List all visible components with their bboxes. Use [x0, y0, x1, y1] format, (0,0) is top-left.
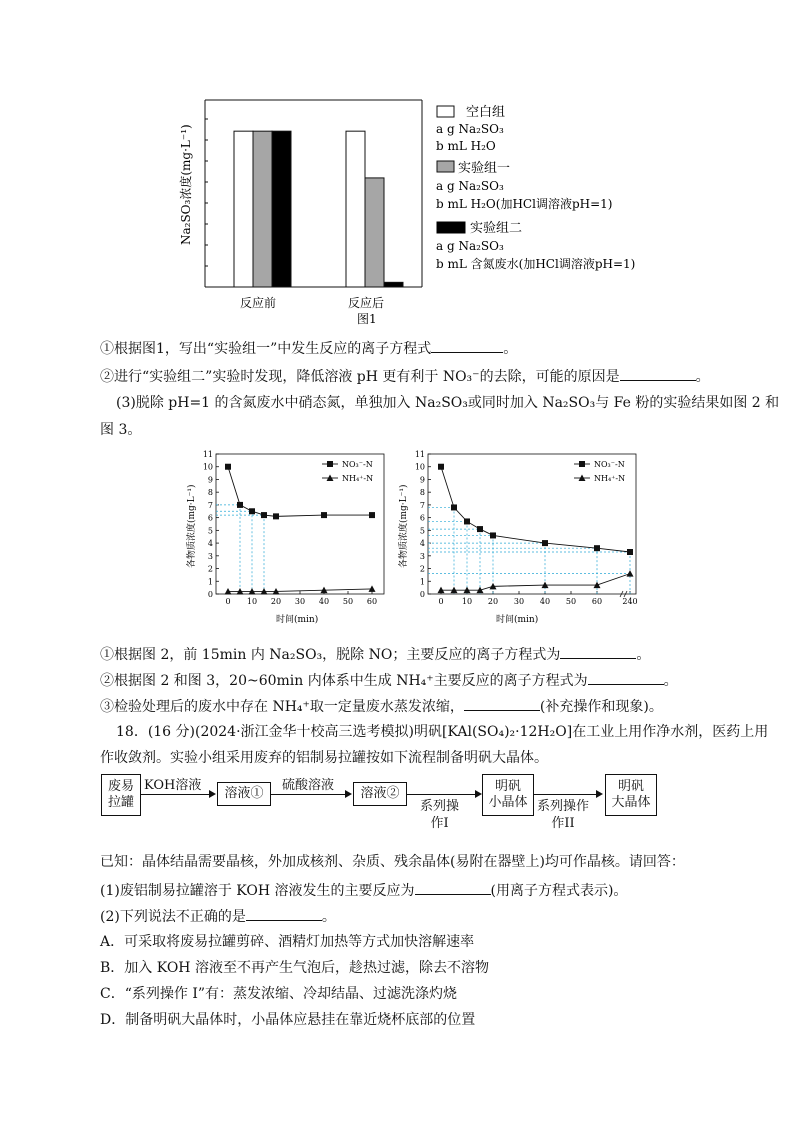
option-a-text: A．可采取将废易拉罐剪碎、酒精灯加热等方式加快溶解速率 [100, 934, 475, 950]
fig1-ylabel: Na₂SO₃浓度(mg·L⁻¹) [179, 124, 193, 245]
fig3-plot-xtick-label: 40 [539, 597, 551, 606]
fig3-plot-ytick-label: 10 [414, 462, 425, 472]
answer-blank-q5[interactable] [588, 670, 664, 685]
fig2-plot-point-no3 [237, 502, 243, 508]
fig3-plot-ytick-label: 3 [419, 551, 425, 561]
q4-period: 。 [636, 647, 651, 663]
question-q5 [100, 670, 678, 691]
flow-box-small-crystal [482, 774, 534, 816]
flow-arrow-2 [271, 794, 347, 795]
legend-group2-line2: b mL 含氮废水(加HCl调溶液pH=1) [436, 257, 636, 271]
flow-op1-l2: 作I [430, 816, 449, 831]
legend-blank-name: 空白组 [466, 105, 506, 120]
fig2-plot-point-no3 [369, 512, 375, 518]
option-c[interactable] [100, 984, 457, 1004]
fig2-plot-ytick-label: 11 [202, 450, 213, 459]
known-text: 已知：晶体结晶需要晶核，外加成核剂、杂质、残余晶体(易附在器壁上)均可作晶核。请回答： [100, 854, 685, 870]
flow-diagram [0, 770, 800, 840]
fig1-bar-1-0 [253, 131, 272, 287]
question-q2 [100, 366, 710, 387]
fig3-plot-xtick-label: 30 [513, 597, 525, 606]
option-a[interactable] [100, 932, 474, 952]
flow-box-solution2 [353, 782, 407, 806]
fig3-ylabel: 各物质浓度(mg·L⁻¹) [399, 484, 409, 568]
fig3-plot-ytick-label: 1 [419, 577, 425, 587]
fig2-plot-ytick-label: 1 [207, 577, 213, 587]
flow-arrowhead-3 [475, 790, 482, 798]
fig2-plot-xtick-label: 50 [342, 597, 354, 606]
fig3-plot-legend-marker [579, 461, 585, 467]
fig2-plot-legend-marker [327, 461, 333, 467]
fig2-plot-point-no3 [225, 464, 231, 470]
fig3-plot-ytick-label: 4 [419, 539, 425, 549]
fig3-plot-xtick-label: 0 [438, 597, 444, 606]
flow-arrowhead-2 [345, 790, 352, 798]
question-q6 [100, 696, 663, 717]
flow-box4-l2: 小晶体 [488, 795, 528, 810]
answer-blank-q4[interactable] [560, 644, 636, 659]
option-d[interactable] [100, 1010, 475, 1030]
fig2-plot-legend-label: NH₄⁺-N [342, 474, 374, 483]
q2-period: 。 [695, 369, 710, 385]
fig2-plot-ytick-label: 0 [207, 590, 213, 599]
question-q3-line1 [116, 393, 779, 413]
legend-swatch-black [437, 222, 465, 233]
q18-text-2: 作收敛剂。实验小组采用废弃的铝制易拉罐按如下流程制备明矾大晶体。 [100, 750, 548, 766]
flow-op2-label [537, 798, 589, 832]
fig2-plot-legend-label: NO₃⁻-N [342, 460, 373, 469]
question-18-line1 [116, 722, 768, 742]
p2-period: 。 [321, 909, 336, 925]
fig2-plot-point-no3 [249, 508, 255, 514]
question-q3-line2 [100, 420, 141, 440]
flow-box2-text: 溶液① [224, 786, 264, 801]
fig3-plot-point-no3 [542, 540, 548, 546]
fig1-bar-0-1 [346, 131, 365, 287]
answer-blank-q6[interactable] [464, 696, 540, 711]
legend-group2-name: 实验组二 [470, 221, 523, 236]
fig2-plot-ytick-label: 9 [207, 475, 213, 485]
fig3-plot-ytick-label: 9 [419, 475, 425, 485]
q3-text-2: 图 3。 [100, 422, 142, 438]
legend-group2-line1: a g Na₂SO₃ [436, 239, 504, 253]
option-b[interactable] [100, 958, 489, 978]
legend-swatch-grey [437, 161, 454, 172]
fig3-plot-point-no3 [594, 545, 600, 551]
known-note [100, 852, 685, 872]
fig2-plot-ytick-label: 10 [202, 462, 213, 472]
flow-arrow-1 [141, 794, 211, 795]
fig3-plot-point-no3 [627, 549, 633, 555]
fig3-plot-xtick-label: 10 [461, 597, 473, 606]
part-1 [100, 880, 627, 901]
q1-text: ①根据图1，写出“实验组一”中发生反应的离子方程式 [100, 341, 432, 357]
legend-group1-name: 实验组一 [458, 161, 511, 176]
fig3-plot-xtick-label: 20 [487, 597, 499, 606]
fig3-plot-point-no3 [451, 504, 457, 510]
fig3-plot-ytick-label: 8 [419, 488, 425, 498]
fig3-xlabel: 时间(min) [496, 615, 539, 625]
fig2-plot-ytick-label: 5 [207, 526, 213, 536]
fig1-bar-2-0 [272, 131, 291, 287]
option-d-text: D．制备明矾大晶体时，小晶体应悬挂在靠近烧杯底部的位置 [100, 1012, 476, 1028]
figure-3-line-chart [392, 448, 642, 628]
fig3-plot-xtick-label: 50 [565, 597, 577, 606]
fig2-plot-ytick-label: 4 [207, 539, 213, 549]
p1-tail: (用离子方程式表示)。 [490, 883, 628, 899]
flow-box5-l2: 大晶体 [611, 795, 651, 810]
q4-text: ①根据图 2，前 15min 内 Na₂SO₃，脱除 NO；主要反应的离子方程式为 [100, 647, 561, 663]
fig2-plot-series-line-1 [228, 589, 372, 592]
flow-box-large-crystal [605, 774, 657, 816]
figure-1-bar-chart [170, 95, 660, 327]
fig3-plot-ytick-label: 2 [419, 564, 425, 574]
fig3-plot-ytick-label: 7 [419, 500, 425, 510]
flow-arrowhead-4 [596, 790, 603, 798]
answer-blank-p1[interactable] [415, 880, 491, 895]
fig3-plot-ytick-label: 0 [419, 590, 425, 599]
flow-box4-l1: 明矾 [494, 779, 521, 794]
q6-text-2: (补充操作和现象)。 [539, 699, 663, 715]
fig2-plot-xtick-label: 40 [318, 597, 330, 606]
q6-text-1: ③检验处理后的废水中存在 NH₄⁺取一定量废水蒸发浓缩， [100, 699, 464, 715]
fig3-plot-legend-label: NO₃⁻-N [594, 460, 625, 469]
fig2-plot-ytick-label: 2 [207, 564, 213, 574]
fig2-plot-xtick-label: 10 [246, 597, 258, 606]
fig3-plot-series-line-1 [441, 574, 630, 591]
answer-blank-q2[interactable] [620, 366, 696, 381]
fig1-caption: 图1 [357, 312, 377, 326]
legend-blank-line1: a g Na₂SO₃ [436, 122, 504, 136]
fig2-plot-ytick-label: 3 [207, 551, 213, 561]
flow-arrow-2-label: 硫酸溶液 [282, 778, 335, 793]
flow-arrow-1-label: KOH溶液 [144, 778, 202, 793]
fig2-plot-point-no3 [261, 512, 267, 518]
fig2-plot-xtick-label: 0 [225, 597, 231, 606]
fig2-plot-xtick-label: 60 [366, 597, 378, 606]
fig3-plot-point-nh4 [627, 570, 634, 577]
flow-arrow-4 [534, 794, 598, 795]
question-q1 [100, 338, 517, 359]
q5-period: 。 [663, 673, 678, 689]
part-2 [100, 906, 336, 927]
legend-blank-line2: b mL H₂O [436, 139, 496, 153]
legend-group1-line1: a g Na₂SO₃ [436, 179, 504, 193]
fig3-plot-ytick-label: 5 [419, 526, 425, 536]
flow-box1-l2: 拉罐 [107, 795, 134, 810]
flow-op1-l1: 系列操 [420, 799, 460, 814]
fig2-xlabel: 时间(min) [276, 615, 319, 625]
fig3-plot-point-no3 [477, 526, 483, 532]
fig2-ylabel: 各物质浓度(mg·L⁻¹) [187, 484, 197, 568]
fig2-plot-xtick-label: 20 [270, 597, 282, 606]
q5-text: ②根据图 2 和图 3，20~60min 内体系中生成 NH₄⁺主要反应的离子方程式为 [100, 673, 588, 689]
legend-swatch-blank [437, 106, 454, 117]
flow-box-waste-can [101, 774, 141, 816]
q18-text-1: 18．(16 分)(2024·浙江金华十校高三选考模拟)明矾[KAl(SO₄)₂·12H₂O]在工业上用作净水剂，医药上用 [116, 724, 769, 740]
figure-2-line-chart [180, 448, 390, 628]
fig2-plot-ytick-label: 8 [207, 488, 213, 498]
fig3-plot-ytick-label: 11 [414, 450, 425, 459]
fig2-plot-point-no3 [273, 513, 279, 519]
flow-arrowhead-1 [209, 790, 216, 798]
fig3-plot-point-no3 [490, 532, 496, 538]
fig3-plot-xtick-label: 60 [591, 597, 603, 606]
fig2-plot-ytick-label: 6 [207, 513, 213, 523]
p2-text: (2)下列说法不正确的是 [100, 909, 246, 925]
fig2-plot-ytick-label: 7 [207, 500, 213, 510]
p1-text: (1)废铝制易拉罐溶于 KOH 溶液发生的主要反应为 [100, 883, 415, 899]
legend-group1-line2: b mL H₂O(加HCl调溶液pH=1) [436, 197, 613, 211]
fig1-bar-0-0 [234, 131, 253, 287]
q3-text-1: (3)脱除 pH=1 的含氮废水中硝态氮，单独加入 Na₂SO₃或同时加入 Na₂SO₃与 Fe 粉的实验结果如图 2 和 [116, 395, 780, 411]
answer-blank-q1[interactable] [431, 338, 503, 353]
flow-op2-l1: 系列操作 [537, 799, 590, 814]
fig3-plot-xtick-label: 240 [622, 597, 638, 606]
q1-period: 。 [503, 341, 518, 357]
flow-box1-l1: 废易 [107, 779, 134, 794]
flow-box3-text: 溶液② [360, 786, 400, 801]
fig3-plot-point-no3 [464, 518, 470, 524]
fig1-bar-1-1 [365, 178, 384, 287]
fig3-plot-point-no3 [438, 464, 444, 470]
answer-blank-p2[interactable] [246, 906, 322, 921]
flow-op1-label [420, 798, 459, 832]
fig1-bar-2-1 [384, 282, 403, 287]
fig3-plot-legend-label: NH₄⁺-N [594, 474, 626, 483]
flow-box-solution1 [217, 782, 271, 806]
flow-arrow-3 [407, 794, 477, 795]
option-b-text: B．加入 KOH 溶液至不再产生气泡后，趁热过滤，除去不溶物 [100, 960, 489, 976]
question-q4 [100, 644, 650, 665]
fig2-plot-xtick-label: 30 [294, 597, 306, 606]
flow-op2-l2: 作II [551, 816, 575, 831]
q2-text: ②进行“实验组二”实验时发现，降低溶液 pH 更有利于 NO₃⁻的去除，可能的原因是 [100, 369, 620, 385]
flow-box5-l1: 明矾 [617, 779, 644, 794]
fig1-xtick-after: 反应后 [348, 296, 385, 310]
fig2-plot-point-no3 [321, 512, 327, 518]
question-18-line2 [100, 748, 548, 768]
fig3-plot-ytick-label: 6 [419, 513, 425, 523]
option-c-text: C．“系列操作 I”有：蒸发浓缩、冷却结晶、过滤洗涤灼烧 [100, 986, 458, 1002]
fig1-xtick-before: 反应前 [240, 296, 277, 310]
